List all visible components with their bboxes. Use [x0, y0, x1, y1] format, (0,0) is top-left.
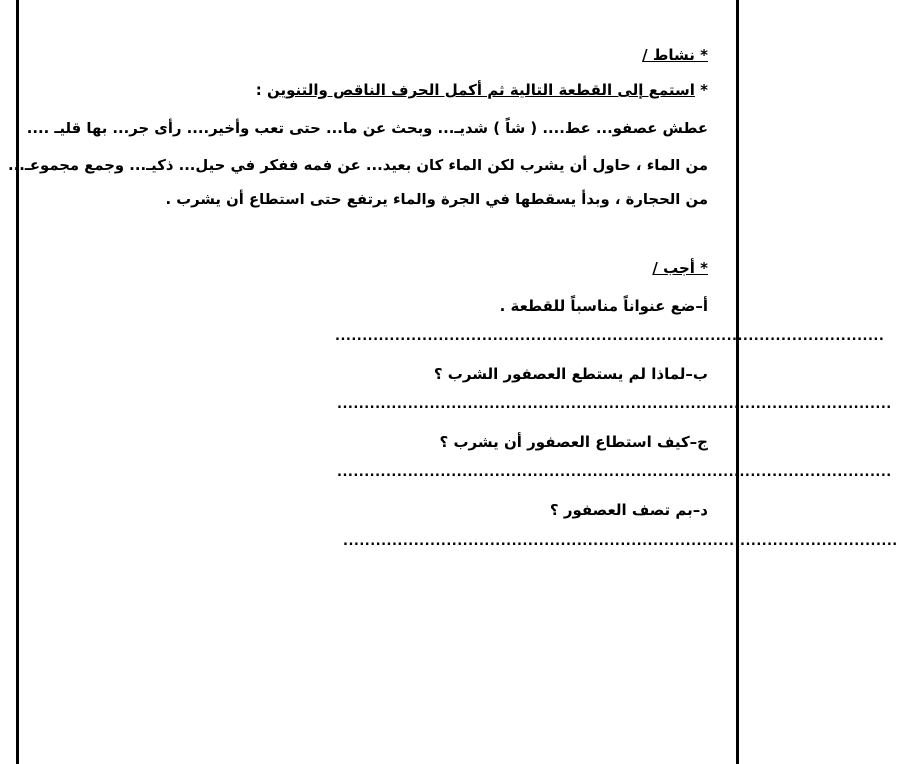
- answer-line-d[interactable]: ......................................................................................................: [343, 534, 898, 549]
- passage-line-1: عطش عصفو... عط.... ( شاً ) شديـ... وبحث عن ما... حتى تعب وأخير.... رأى جر... بها قليـ ....: [26, 120, 708, 137]
- answer-line-b[interactable]: ......................................................................................................: [337, 397, 892, 412]
- worksheet-page: [8, 0, 898, 764]
- activity-instruction: * استمع إلى القطعة التالية ثم أكمل الحرف الناقص والتنوين :: [255, 81, 708, 99]
- question-c: ج–كيف استطاع العصفور أن يشرب ؟: [439, 433, 708, 451]
- answer-heading: * أجب /: [652, 259, 708, 277]
- passage-line-3: من الحجارة ، وبدأ يسقطها في الجرة والماء يرتفع حتى استطاع أن يشرب .: [165, 191, 708, 208]
- question-b: ب–لماذا لم يستطع العصفور الشرب ؟: [433, 365, 708, 383]
- question-d: د–بم تصف العصفور ؟: [549, 501, 708, 519]
- activity-heading: * نشاط /: [642, 46, 708, 64]
- passage-line-2: من الماء ، حاول أن يشرب لكن الماء كان بعيد... عن فمه ففكر في حيل... ذكيـ... وجمع مجموعـ...: [8, 157, 708, 174]
- question-a: أ–ضع عنواناً مناسباً للقطعة .: [499, 297, 708, 315]
- answer-line-c[interactable]: ......................................................................................................: [337, 465, 892, 480]
- answer-line-a[interactable]: .....................................................................................................: [335, 329, 885, 344]
